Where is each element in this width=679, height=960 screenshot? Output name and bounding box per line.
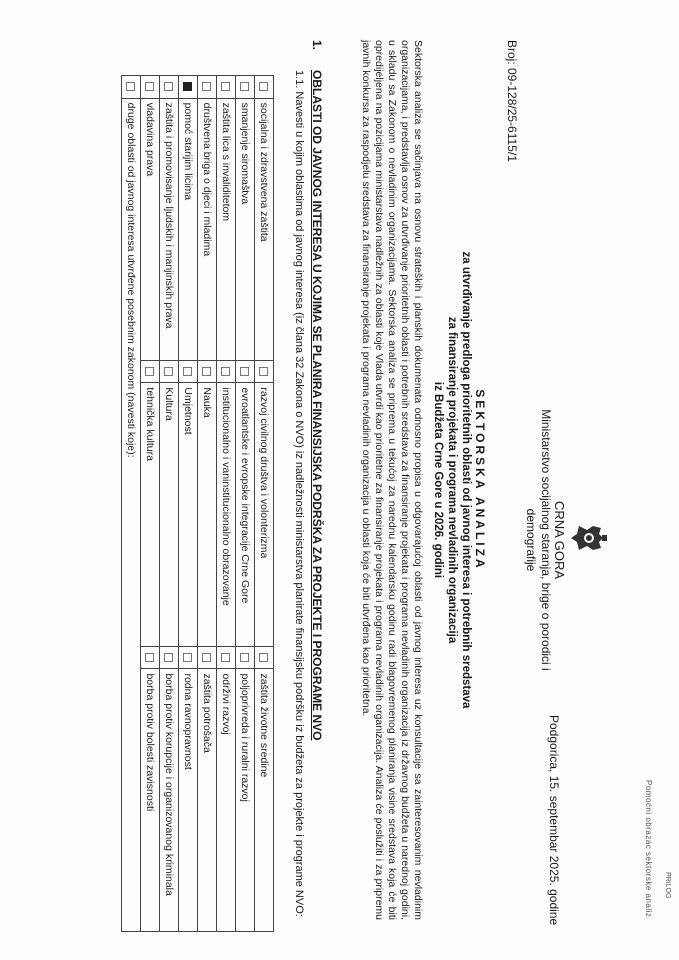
area-checkbox-cell	[236, 76, 255, 99]
area-checkbox[interactable]	[164, 653, 173, 662]
reference-number: Broj: 09-128/25-6115/1	[505, 40, 519, 162]
area-checkbox[interactable]	[145, 367, 154, 376]
area-label: zaštita životne sredine	[255, 669, 274, 932]
area-label: pomoć starijim licima	[179, 98, 198, 360]
area-checkbox-cell	[255, 360, 274, 383]
document-title: SEKTORSKA ANALIZA	[473, 389, 487, 571]
area-checkbox[interactable]	[202, 653, 211, 662]
area-checkbox[interactable]	[240, 653, 249, 662]
area-label: društvena briga o djeci i mladima	[198, 98, 217, 360]
area-row-other	[122, 76, 141, 932]
area-label: borba protiv korupcije i organizovanog kriminala	[160, 669, 179, 932]
area-checkbox[interactable]	[259, 367, 268, 376]
area-checkbox-cell	[160, 646, 179, 669]
country-name: CRNA GORA	[552, 500, 567, 579]
document-subtitle	[431, 200, 473, 760]
area-checkbox[interactable]	[259, 653, 268, 662]
area-checkbox[interactable]	[259, 82, 268, 91]
area-checkbox-cell	[198, 76, 217, 99]
area-label: poljoprivreda i ruralni razvoj	[236, 669, 255, 932]
area-row	[141, 76, 160, 932]
area-checkbox-cell	[255, 646, 274, 669]
area-checkbox-cell	[141, 76, 160, 99]
area-row	[236, 76, 255, 932]
area-checkbox[interactable]	[221, 367, 230, 376]
other-areas-label[interactable]: druge oblasti od javnog interesa utvrđene posebnim zakonom (navesti koje):	[122, 98, 141, 931]
area-label: zaštita potrošača	[198, 669, 217, 932]
area-checkbox-cell	[198, 360, 217, 383]
area-checkbox[interactable]	[164, 82, 173, 91]
area-checkbox-cell	[179, 360, 198, 383]
area-checkbox[interactable]	[221, 82, 230, 91]
subtitle-line-2: za finansiranje projekata i programa nevladinih organizacija	[446, 316, 458, 644]
section-heading	[310, 40, 324, 741]
area-checkbox-cell	[179, 76, 198, 99]
date-place: Podgorica, 15. septembar 2025. godine	[547, 715, 561, 926]
area-checkbox-cell	[122, 76, 141, 99]
subsection-text	[292, 70, 306, 930]
area-checkbox-cell	[160, 76, 179, 99]
area-checkbox[interactable]	[183, 367, 192, 376]
area-row	[160, 76, 179, 932]
area-checkbox[interactable]	[221, 653, 230, 662]
ministry-line-1: Ministarstvo socijalnog staranja, brige o porodici i	[539, 409, 553, 671]
subtitle-line-1: za utvrđivanje predloga prioritetnih oblasti od javnog interesa i potrebnih sredstava	[460, 251, 472, 709]
area-label: smanjenje siromaštva	[236, 98, 255, 360]
ministry-line-2: demografije	[524, 508, 538, 572]
area-label: Nauka	[198, 383, 217, 646]
intro-paragraph: Sektorska analiza se sačinjava na osnovu strateških i planskih dokumenata odnosno propisa u odgovarajućoj oblasti od javnog interesa uz konsultacije sa zainteresovanim nevladinim organizacijama, i predstavlja osnov za utvrđivanje prioritetnih oblasti i potrebnih sredstava za finansiranje projekata i programa nevladinih organizacija iz državnog budžeta u narednoj godini, u skladu sa Zakonom o nevladinim organizacijama. Sektorska analiza se priprema u tekućoj za narednu kalendarsku godinu radi blagovremenog planiranja visine sredstava koja će biti opredijeljena na pozicijama ministarstava nadležnih za oblasti koje Vlada utvrdi kao prioritetne za finansiranje projekata i programa nevladinih organizacija. Analiza će poslužiti i za pripremu javnih konkursa za raspodjelu sredstava za finansiranje projekata i programa nevladinih organizacija u oblasti koja će biti utvrđena kao prioritetna.	[360, 40, 424, 920]
area-label: rodna ravnopravnost	[179, 669, 198, 932]
annex-code: PRILOG	[664, 872, 671, 899]
area-label: Umjetnost	[179, 383, 198, 646]
area-label: razvoj civilnog društva i volonterizma	[255, 383, 274, 646]
area-label: vladavina prava	[141, 98, 160, 360]
area-checkbox-cell	[141, 360, 160, 383]
area-checkbox[interactable]	[202, 367, 211, 376]
area-label: socijalna i zdravstvena zaštita	[255, 98, 274, 360]
area-label: evroatlantske i evropske integracije Crne Gore	[236, 383, 255, 646]
area-checkbox[interactable]	[164, 367, 173, 376]
area-row	[255, 76, 274, 932]
area-checkbox-cell	[198, 646, 217, 669]
area-checkbox[interactable]	[240, 82, 249, 91]
area-checkbox[interactable]	[145, 653, 154, 662]
area-checkbox[interactable]	[202, 82, 211, 91]
subtitle-line-3: iz Budžeta Crne Gore u 2026. godini	[432, 381, 444, 579]
area-checkbox-cell	[160, 360, 179, 383]
area-label: održivi razvoj	[217, 669, 236, 932]
area-checkbox[interactable]	[183, 653, 192, 662]
subsection-number: 1.1.	[293, 70, 305, 89]
section-title: OBLASTI OD JAVNOG INTERESA U KOJIMA SE PLANIRA FINANSIJSKA PODRŠKA ZA PROJEKTE I PROGRAME NVO	[310, 70, 324, 741]
area-checkbox-cell	[217, 76, 236, 99]
area-label: zaštita lica s invaliditetom	[217, 98, 236, 360]
area-checkbox-cell	[179, 646, 198, 669]
area-checkbox[interactable]	[145, 82, 154, 91]
area-checkbox-cell	[236, 360, 255, 383]
area-checkbox[interactable]	[240, 367, 249, 376]
area-checkbox[interactable]	[183, 82, 192, 91]
area-row	[217, 76, 236, 932]
area-checkbox-cell	[217, 360, 236, 383]
coat-of-arms-icon	[567, 520, 607, 556]
area-checkbox-cell	[255, 76, 274, 99]
other-areas-checkbox[interactable]	[126, 82, 135, 91]
area-label: institucionalno i vaninstitucionalno obrazovanje	[217, 383, 236, 646]
subsection-instruction: Navesti u kojim oblastima od javnog interesa (iz člana 32 Zakona o NVO) iz nadležnosti ministarstva planirate finansijsku podršku iz budžeta za projekte i programe NVO:	[293, 91, 305, 917]
area-label: Kultura	[160, 383, 179, 646]
area-row	[179, 76, 198, 932]
ministry-name	[523, 400, 553, 680]
area-label: borba protiv bolesti zavisnosti	[141, 669, 160, 932]
area-checkbox-cell	[141, 646, 160, 669]
areas-table	[121, 75, 274, 932]
area-checkbox-cell	[236, 646, 255, 669]
area-checkbox-cell	[217, 646, 236, 669]
area-label: tehnička kultura	[141, 383, 160, 646]
area-row	[198, 76, 217, 932]
form-title: Pomoćni obrazac sektorske analiz	[644, 780, 653, 918]
section-number: 1.	[310, 40, 324, 51]
area-label: zaštita i promovisanje ljudskih i manjinskih prava	[160, 98, 179, 360]
